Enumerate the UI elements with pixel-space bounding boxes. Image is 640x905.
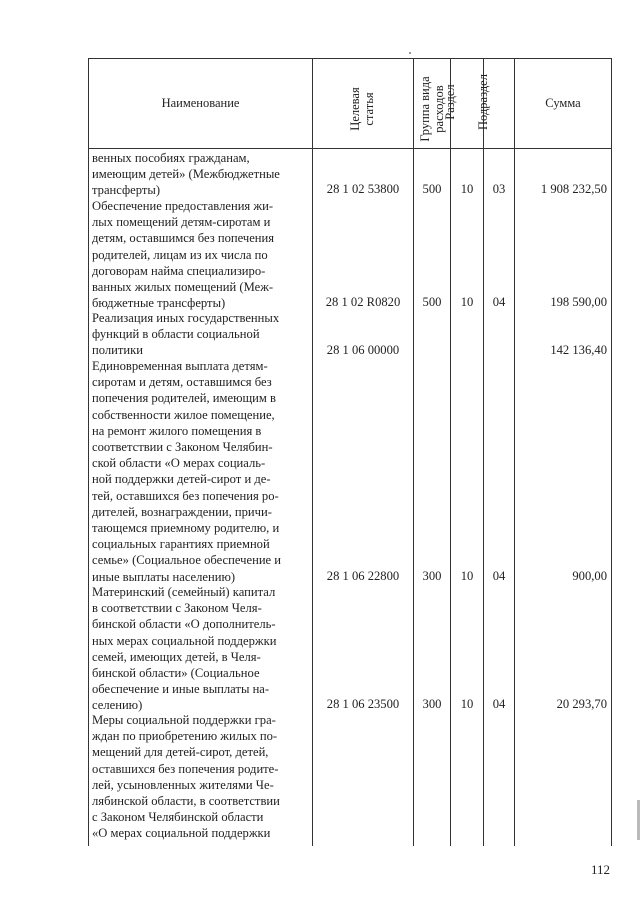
header-target-article: Целевая статья — [348, 87, 376, 131]
column-border — [312, 58, 313, 846]
row-1-description: венных пособиях гражданам, имеющим детей» (Межбюджетные трансферты) — [92, 151, 280, 198]
header-name: Наименование — [161, 96, 240, 110]
row-2-code: 28 1 02 R0820 — [325, 295, 401, 309]
column-border — [483, 58, 484, 846]
row-5-sum: 20 293,70 — [556, 697, 607, 711]
row-2-subsection: 04 — [492, 295, 506, 309]
row-4-group: 300 — [422, 569, 442, 583]
row-2-description: Обеспечение предоставления жи- лых помещений детям-сиротам и детям, оставшимся без попечения родителей, лицам из их числа по договорам найма специализиро- ванных жилых помещений (Меж- бюджетные трансферты) — [92, 199, 275, 311]
row-5-description: Материнский (семейный) капитал в соответствии с Законом Челя- бинской области «О дополнитель- ных мерах социальной поддержки семей, имеющих детей, в Челя- бинской области» (Социальное обеспечение и иные выплаты на- селению) — [92, 585, 277, 713]
row-2-group: 500 — [422, 295, 442, 309]
row-1-section: 10 — [460, 182, 474, 196]
column-border — [514, 58, 515, 846]
row-1-code: 28 1 02 53800 — [326, 182, 400, 196]
row-1-group: 500 — [422, 182, 442, 196]
row-3-description: Реализация иных государственных функций в области социальной политики — [92, 311, 280, 358]
row-4-sum: 900,00 — [572, 569, 607, 583]
row-5-code: 28 1 06 23500 — [326, 697, 400, 711]
row-4-code: 28 1 06 22800 — [326, 569, 400, 583]
column-border — [450, 58, 451, 846]
row-3-sum: 142 136,40 — [550, 343, 607, 357]
scan-speck — [409, 52, 411, 54]
column-border — [88, 58, 89, 846]
header-section: Раздел — [443, 84, 457, 120]
row-4-section: 10 — [460, 569, 474, 583]
row-5-section: 10 — [460, 697, 474, 711]
column-border — [413, 58, 414, 846]
row-5-group: 300 — [422, 697, 442, 711]
row-2-section: 10 — [460, 295, 474, 309]
row-2-sum: 198 590,00 — [550, 295, 607, 309]
row-4-description: Единовременная выплата детям- сиротам и детям, оставшимся без попечения родителей, имеющим в собственности жилое помещение, на ремонт жилого помещения в соответствии с Законом Челябин- ской области «О мерах социаль- ной поддержки детей-сирот и де- тей, оставшихся без попечения ро- дителей, вознаграждении, причи- тающемся приемному родителю, и социальных гарантиях приемной семье» (Социальное обеспечение и иные выплаты населению) — [92, 359, 282, 584]
page-number: 112 — [590, 862, 610, 877]
header-subsection: Подраздел — [476, 74, 490, 130]
row-1-subsection: 03 — [492, 182, 506, 196]
column-border — [611, 58, 612, 846]
row-5-subsection: 04 — [492, 697, 506, 711]
row-6-description: Меры социальной поддержки гра- ждан по приобретению жилых по- мещений для детей-сирот, детей, оставшихся без попечения родите- лей, усыновленных жителями Че- лябинской области, в соответствии с Законом Челябинской области «О мерах социальной поддержки — [92, 713, 280, 841]
header-expense-group: Группа вида расходов — [418, 76, 446, 142]
row-3-code: 28 1 06 00000 — [326, 343, 400, 357]
row-4-subsection: 04 — [492, 569, 506, 583]
row-1-sum: 1 908 232,50 — [540, 182, 607, 196]
header-sum: Сумма — [545, 96, 581, 110]
